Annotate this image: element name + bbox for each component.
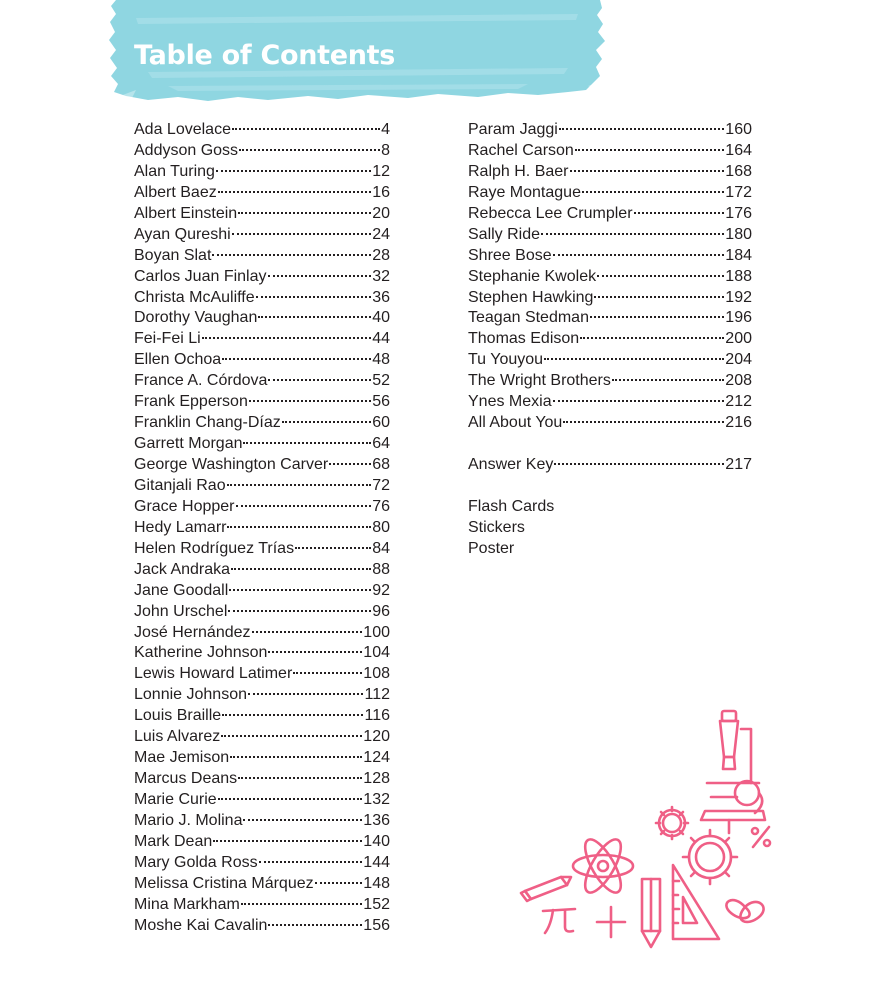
toc-entry-name: Ynes Mexia bbox=[468, 393, 552, 411]
toc-entry-page: 212 bbox=[725, 393, 752, 411]
toc-entry-teagan-stedman[interactable] bbox=[468, 308, 752, 329]
toc-entry-name: Franklin Chang-Díaz bbox=[134, 414, 281, 432]
toc-entry-lewis-howard-latimer[interactable] bbox=[134, 664, 390, 685]
toc-entry-jose-hernandez[interactable] bbox=[134, 623, 390, 644]
toc-entry-garrett-morgan[interactable] bbox=[134, 434, 390, 455]
toc-entry-name: Mario J. Molina bbox=[134, 811, 243, 829]
toc-entry-name: Lewis Howard Latimer bbox=[134, 665, 293, 683]
dot-leader bbox=[243, 819, 362, 821]
toc-entry-answer-key[interactable] bbox=[468, 455, 752, 476]
atom-icon bbox=[573, 835, 633, 898]
toc-entry-mark-dean[interactable] bbox=[134, 832, 390, 853]
toc-entry-mina-markham[interactable] bbox=[134, 895, 390, 916]
dot-leader bbox=[222, 358, 371, 360]
toc-entry-name: Marcus Deans bbox=[134, 770, 238, 788]
toc-entry-albert-baez[interactable] bbox=[134, 183, 390, 204]
toc-entry-page: 112 bbox=[364, 686, 390, 704]
toc-entry-name: Ada Lovelace bbox=[134, 121, 231, 138]
toc-entry-name: The Wright Brothers bbox=[468, 372, 611, 390]
toc-entry-helen-rodriguez-trias[interactable] bbox=[134, 539, 390, 560]
toc-entry-page: 120 bbox=[363, 728, 390, 746]
dot-leader bbox=[227, 526, 371, 528]
dot-leader bbox=[231, 568, 371, 570]
toc-entry-tu-youyou[interactable] bbox=[468, 350, 752, 371]
toc-entry-katherine-johnson[interactable] bbox=[134, 643, 390, 664]
dot-leader bbox=[554, 463, 724, 465]
toc-entry-stephen-hawking[interactable] bbox=[468, 288, 752, 309]
toc-entry-page: 144 bbox=[363, 853, 390, 871]
dot-leader bbox=[232, 128, 380, 130]
dot-leader bbox=[553, 254, 725, 256]
toc-entry-page: 216 bbox=[725, 414, 752, 432]
toc-right-list bbox=[468, 120, 752, 434]
dot-leader bbox=[541, 233, 724, 235]
dot-leader bbox=[216, 170, 371, 172]
toc-entry-christa-mcauliffe[interactable] bbox=[134, 288, 390, 309]
toc-entry-page: 152 bbox=[363, 895, 390, 913]
dot-leader bbox=[238, 212, 371, 214]
dot-leader bbox=[634, 212, 725, 214]
toc-entry-mario-j-molina[interactable] bbox=[134, 811, 390, 832]
toc-entry-page: 24 bbox=[372, 225, 390, 243]
stem-illustration bbox=[515, 705, 775, 955]
dot-leader bbox=[218, 798, 363, 800]
toc-entry-name: Frank Epperson bbox=[134, 393, 248, 411]
toc-entry-name: George Washington Carver bbox=[134, 456, 329, 473]
pencil-icon bbox=[521, 877, 571, 901]
dot-leader bbox=[252, 631, 363, 633]
toc-entry-melissa-cristina-marquez[interactable] bbox=[134, 874, 390, 895]
toc-entry-franklin-chang-diaz[interactable] bbox=[134, 413, 390, 434]
toc-entry-thomas-edison[interactable] bbox=[468, 329, 752, 350]
toc-entry-name: Boyan Slat bbox=[134, 246, 212, 264]
dot-leader bbox=[570, 170, 725, 172]
dot-leader bbox=[213, 840, 362, 842]
gear-icon bbox=[683, 830, 737, 884]
toc-entry-page: 156 bbox=[363, 916, 390, 934]
toc-entry-page: 32 bbox=[372, 267, 390, 285]
toc-entry-name: Ellen Ochoa bbox=[134, 351, 222, 369]
microscope-icon bbox=[701, 711, 765, 833]
dot-leader bbox=[315, 882, 363, 884]
toc-entry-page: 68 bbox=[372, 456, 390, 473]
toc-entry-name: All About You bbox=[468, 414, 563, 432]
dot-leader bbox=[590, 316, 724, 318]
toc-entry-name: Param Jaggi bbox=[468, 121, 558, 138]
toc-entry-page: 92 bbox=[372, 581, 390, 599]
toc-entry-page: 192 bbox=[725, 288, 752, 306]
toc-entry-gitanjali-rao[interactable] bbox=[134, 476, 390, 497]
toc-entry-jane-goodall[interactable] bbox=[134, 581, 390, 602]
dot-leader bbox=[559, 128, 724, 130]
toc-entry-frank-epperson[interactable] bbox=[134, 392, 390, 413]
toc-left-column bbox=[134, 120, 390, 937]
toc-entry-page: 116 bbox=[364, 707, 390, 725]
dot-leader bbox=[612, 379, 724, 381]
dot-leader bbox=[241, 903, 362, 905]
toc-entry-page: 8 bbox=[381, 141, 390, 159]
toc-entry-dorothy-vaughan[interactable] bbox=[134, 308, 390, 329]
toc-entry-name: Hedy Lamarr bbox=[134, 518, 227, 536]
toc-entry-name: Rachel Carson bbox=[468, 141, 574, 159]
dot-leader bbox=[239, 149, 380, 151]
toc-entry-france-a-cordova[interactable] bbox=[134, 371, 390, 392]
toc-entry-page: 148 bbox=[363, 874, 390, 892]
toc-entry-page: 184 bbox=[725, 246, 752, 264]
toc-entry-page: 180 bbox=[725, 225, 752, 243]
toc-entry-ralph-h-baer[interactable] bbox=[468, 162, 752, 183]
toc-entry-page: 217 bbox=[725, 456, 752, 473]
toc-entry-page: 88 bbox=[372, 560, 390, 578]
toc-entry-name: Teagan Stedman bbox=[468, 309, 589, 327]
toc-entry-page: 108 bbox=[363, 665, 390, 683]
toc-entry-page: 72 bbox=[372, 476, 390, 494]
toc-entry-grace-hopper[interactable] bbox=[134, 497, 390, 518]
toc-entry-page: 40 bbox=[372, 309, 390, 327]
toc-entry-name: Alan Turing bbox=[134, 162, 215, 180]
toc-entry-page: 200 bbox=[725, 330, 752, 348]
toc-entry-name: Melissa Cristina Márquez bbox=[134, 874, 314, 892]
dot-leader bbox=[228, 610, 371, 612]
dot-leader bbox=[259, 861, 363, 863]
toc-entry-page: 60 bbox=[372, 414, 390, 432]
toc-entry-ada-lovelace[interactable] bbox=[134, 120, 390, 141]
dot-leader bbox=[232, 233, 372, 235]
dot-leader bbox=[221, 735, 362, 737]
gear-icon bbox=[656, 807, 688, 839]
toc-entry-name: Stephanie Kwolek bbox=[468, 267, 597, 285]
dot-leader bbox=[243, 442, 371, 444]
dot-leader bbox=[282, 421, 371, 423]
toc-entry-page: 132 bbox=[363, 791, 390, 808]
toc-entry-name: Shree Bose bbox=[468, 246, 552, 264]
extra-item-flash-cards[interactable]: Flash Cards bbox=[468, 497, 555, 515]
toc-entry-addyson-goss[interactable] bbox=[134, 141, 390, 162]
toc-entry-all-about-you[interactable] bbox=[468, 413, 752, 434]
toc-entry-name: Dorothy Vaughan bbox=[134, 309, 258, 327]
pi-icon bbox=[543, 909, 575, 933]
toc-entry-page: 168 bbox=[725, 162, 752, 180]
toc-entry-jack-andraka[interactable] bbox=[134, 560, 390, 581]
extra-item-poster[interactable]: Poster bbox=[468, 539, 515, 557]
page-title: Table of Contents bbox=[134, 40, 396, 71]
dot-leader bbox=[258, 316, 371, 318]
toc-entry-page: 96 bbox=[372, 602, 390, 620]
toc-entry-page: 188 bbox=[725, 267, 752, 285]
toc-entry-alan-turing[interactable] bbox=[134, 162, 390, 183]
plus-icon bbox=[597, 907, 625, 937]
toc-entry-the-wright-brothers[interactable] bbox=[468, 371, 752, 392]
toc-entry-name: Albert Baez bbox=[134, 183, 217, 201]
toc-entry-name: Christa McAuliffe bbox=[134, 288, 255, 306]
toc-entry-page: 16 bbox=[372, 183, 390, 201]
toc-entry-name: Lonnie Johnson bbox=[134, 686, 247, 704]
toc-entry-page: 172 bbox=[725, 183, 752, 201]
toc-entry-ayan-qureshi[interactable] bbox=[134, 225, 390, 246]
toc-entry-name: Garrett Morgan bbox=[134, 435, 243, 453]
toc-entry-page: 64 bbox=[372, 435, 390, 453]
dot-leader bbox=[249, 400, 371, 402]
toc-entry-name: Louis Braille bbox=[134, 707, 222, 725]
toc-entry-name: Tu Youyou bbox=[468, 351, 544, 369]
toc-entry-rebecca-lee-crumpler[interactable] bbox=[468, 204, 752, 225]
toc-entry-name: Sally Ride bbox=[468, 225, 541, 243]
toc-entry-name: Ralph H. Baer bbox=[468, 162, 569, 180]
toc-entry-page: 160 bbox=[725, 121, 752, 138]
dot-leader bbox=[597, 275, 724, 277]
pencil-icon bbox=[642, 879, 660, 947]
toc-entry-louis-braille[interactable] bbox=[134, 706, 390, 727]
toc-entry-page: 20 bbox=[372, 204, 390, 222]
toc-entry-raye-montague[interactable] bbox=[468, 183, 752, 204]
toc-entry-stephanie-kwolek[interactable] bbox=[468, 267, 752, 288]
toc-entry-hedy-lamarr[interactable] bbox=[134, 518, 390, 539]
toc-entry-page: 56 bbox=[372, 393, 390, 411]
dot-leader bbox=[553, 400, 725, 402]
toc-entry-name: Katherine Johnson bbox=[134, 644, 268, 662]
toc-entry-page: 76 bbox=[372, 497, 390, 515]
toc-entry-name: Jane Goodall bbox=[134, 581, 229, 599]
toc-entry-page: 84 bbox=[372, 539, 390, 557]
toc-entry-name: France A. Córdova bbox=[134, 372, 268, 390]
toc-entry-marcus-deans[interactable] bbox=[134, 769, 390, 790]
toc-entry-name: Gitanjali Rao bbox=[134, 476, 226, 494]
toc-entry-name: Ayan Qureshi bbox=[134, 225, 231, 243]
toc-entry-name: Raye Montague bbox=[468, 183, 581, 201]
toc-entry-page: 140 bbox=[363, 832, 390, 850]
toc-entry-name: Luis Alvarez bbox=[134, 728, 221, 746]
toc-entry-name: Mary Golda Ross bbox=[134, 853, 258, 871]
infinity-icon bbox=[726, 900, 763, 922]
toc-entry-mae-jemison[interactable] bbox=[134, 748, 390, 769]
toc-entry-name: John Urschel bbox=[134, 602, 228, 620]
toc-entry-page: 48 bbox=[372, 351, 390, 369]
dot-leader bbox=[238, 777, 362, 779]
dot-leader bbox=[268, 924, 362, 926]
toc-entry-page: 36 bbox=[372, 288, 390, 306]
toc-entry-page: 80 bbox=[372, 518, 390, 536]
toc-entry-name: Marie Curie bbox=[134, 791, 217, 808]
toc-entry-name: Answer Key bbox=[468, 456, 554, 473]
dot-leader bbox=[563, 421, 724, 423]
dot-leader bbox=[202, 337, 372, 339]
toc-entry-shree-bose[interactable] bbox=[468, 246, 752, 267]
ruler-triangle-icon bbox=[673, 865, 719, 939]
dot-leader bbox=[329, 463, 371, 465]
dot-leader bbox=[230, 756, 362, 758]
toc-entry-name: Addyson Goss bbox=[134, 141, 239, 159]
toc-entry-carlos-juan-finlay[interactable] bbox=[134, 267, 390, 288]
dot-leader bbox=[594, 296, 724, 298]
dot-leader bbox=[268, 651, 362, 653]
toc-entry-page: 164 bbox=[725, 141, 752, 159]
dot-leader bbox=[582, 191, 724, 193]
toc-entry-name: Mina Markham bbox=[134, 895, 240, 913]
toc-entry-moshe-kai-cavalin[interactable] bbox=[134, 916, 390, 937]
percent-icon bbox=[752, 827, 770, 847]
dot-leader bbox=[248, 693, 364, 695]
toc-entry-marie-curie[interactable] bbox=[134, 790, 390, 811]
extra-item-stickers[interactable]: Stickers bbox=[468, 518, 525, 536]
toc-entry-name: Mark Dean bbox=[134, 832, 213, 850]
toc-entry-name: Rebecca Lee Crumpler bbox=[468, 204, 633, 222]
toc-entry-page: 28 bbox=[372, 246, 390, 264]
dot-leader bbox=[544, 358, 724, 360]
toc-entry-param-jaggi[interactable] bbox=[468, 120, 752, 141]
toc-entry-fei-fei-li[interactable] bbox=[134, 329, 390, 350]
toc-entry-page: 176 bbox=[725, 204, 752, 222]
dot-leader bbox=[229, 589, 371, 591]
toc-entry-john-urschel[interactable] bbox=[134, 602, 390, 623]
dot-leader bbox=[227, 484, 372, 486]
toc-entry-page: 52 bbox=[372, 372, 390, 390]
toc-entry-page: 204 bbox=[725, 351, 752, 369]
toc-entry-name: Stephen Hawking bbox=[468, 288, 594, 306]
dot-leader bbox=[236, 505, 372, 507]
toc-entry-name: José Hernández bbox=[134, 623, 251, 641]
toc-entry-name: Grace Hopper bbox=[134, 497, 235, 515]
toc-entry-mary-golda-ross[interactable] bbox=[134, 853, 390, 874]
toc-entry-name: Moshe Kai Cavalin bbox=[134, 916, 268, 934]
toc-entry-page: 104 bbox=[363, 644, 390, 662]
toc-entry-george-washington-carver[interactable] bbox=[134, 455, 390, 476]
dot-leader bbox=[575, 149, 724, 151]
toc-entry-name: Mae Jemison bbox=[134, 749, 230, 767]
toc-entry-sally-ride[interactable] bbox=[468, 225, 752, 246]
toc-entry-ellen-ochoa[interactable] bbox=[134, 350, 390, 371]
toc-right-column bbox=[468, 120, 752, 560]
toc-entry-page: 196 bbox=[725, 309, 752, 327]
dot-leader bbox=[295, 547, 371, 549]
dot-leader bbox=[580, 337, 724, 339]
toc-entry-name: Thomas Edison bbox=[468, 330, 580, 348]
toc-entry-page: 44 bbox=[372, 330, 390, 348]
toc-entry-name: Jack Andraka bbox=[134, 560, 231, 578]
toc-entry-page: 100 bbox=[363, 623, 390, 641]
toc-entry-name: Fei-Fei Li bbox=[134, 330, 201, 348]
toc-entry-ynes-mexia[interactable] bbox=[468, 392, 752, 413]
toc-entry-rachel-carson[interactable] bbox=[468, 141, 752, 162]
toc-entry-page: 12 bbox=[372, 162, 390, 180]
toc-entry-page: 124 bbox=[363, 749, 390, 767]
toc-entry-page: 136 bbox=[363, 811, 390, 829]
toc-entry-name: Albert Einstein bbox=[134, 204, 238, 222]
toc-entry-name: Helen Rodríguez Trías bbox=[134, 539, 295, 557]
dot-leader bbox=[268, 275, 372, 277]
toc-entry-page: 4 bbox=[381, 121, 390, 138]
toc-entry-page: 208 bbox=[725, 372, 752, 390]
dot-leader bbox=[222, 714, 363, 716]
toc-entry-lonnie-johnson[interactable] bbox=[134, 685, 390, 706]
toc-entry-albert-einstein[interactable] bbox=[134, 204, 390, 225]
dot-leader bbox=[293, 672, 362, 674]
dot-leader bbox=[256, 296, 372, 298]
toc-entry-name: Carlos Juan Finlay bbox=[134, 267, 267, 285]
dot-leader bbox=[218, 191, 371, 193]
toc-entry-page: 128 bbox=[363, 770, 390, 788]
dot-leader bbox=[268, 379, 371, 381]
toc-entry-luis-alvarez[interactable] bbox=[134, 727, 390, 748]
dot-leader bbox=[212, 254, 371, 256]
toc-entry-boyan-slat[interactable] bbox=[134, 246, 390, 267]
